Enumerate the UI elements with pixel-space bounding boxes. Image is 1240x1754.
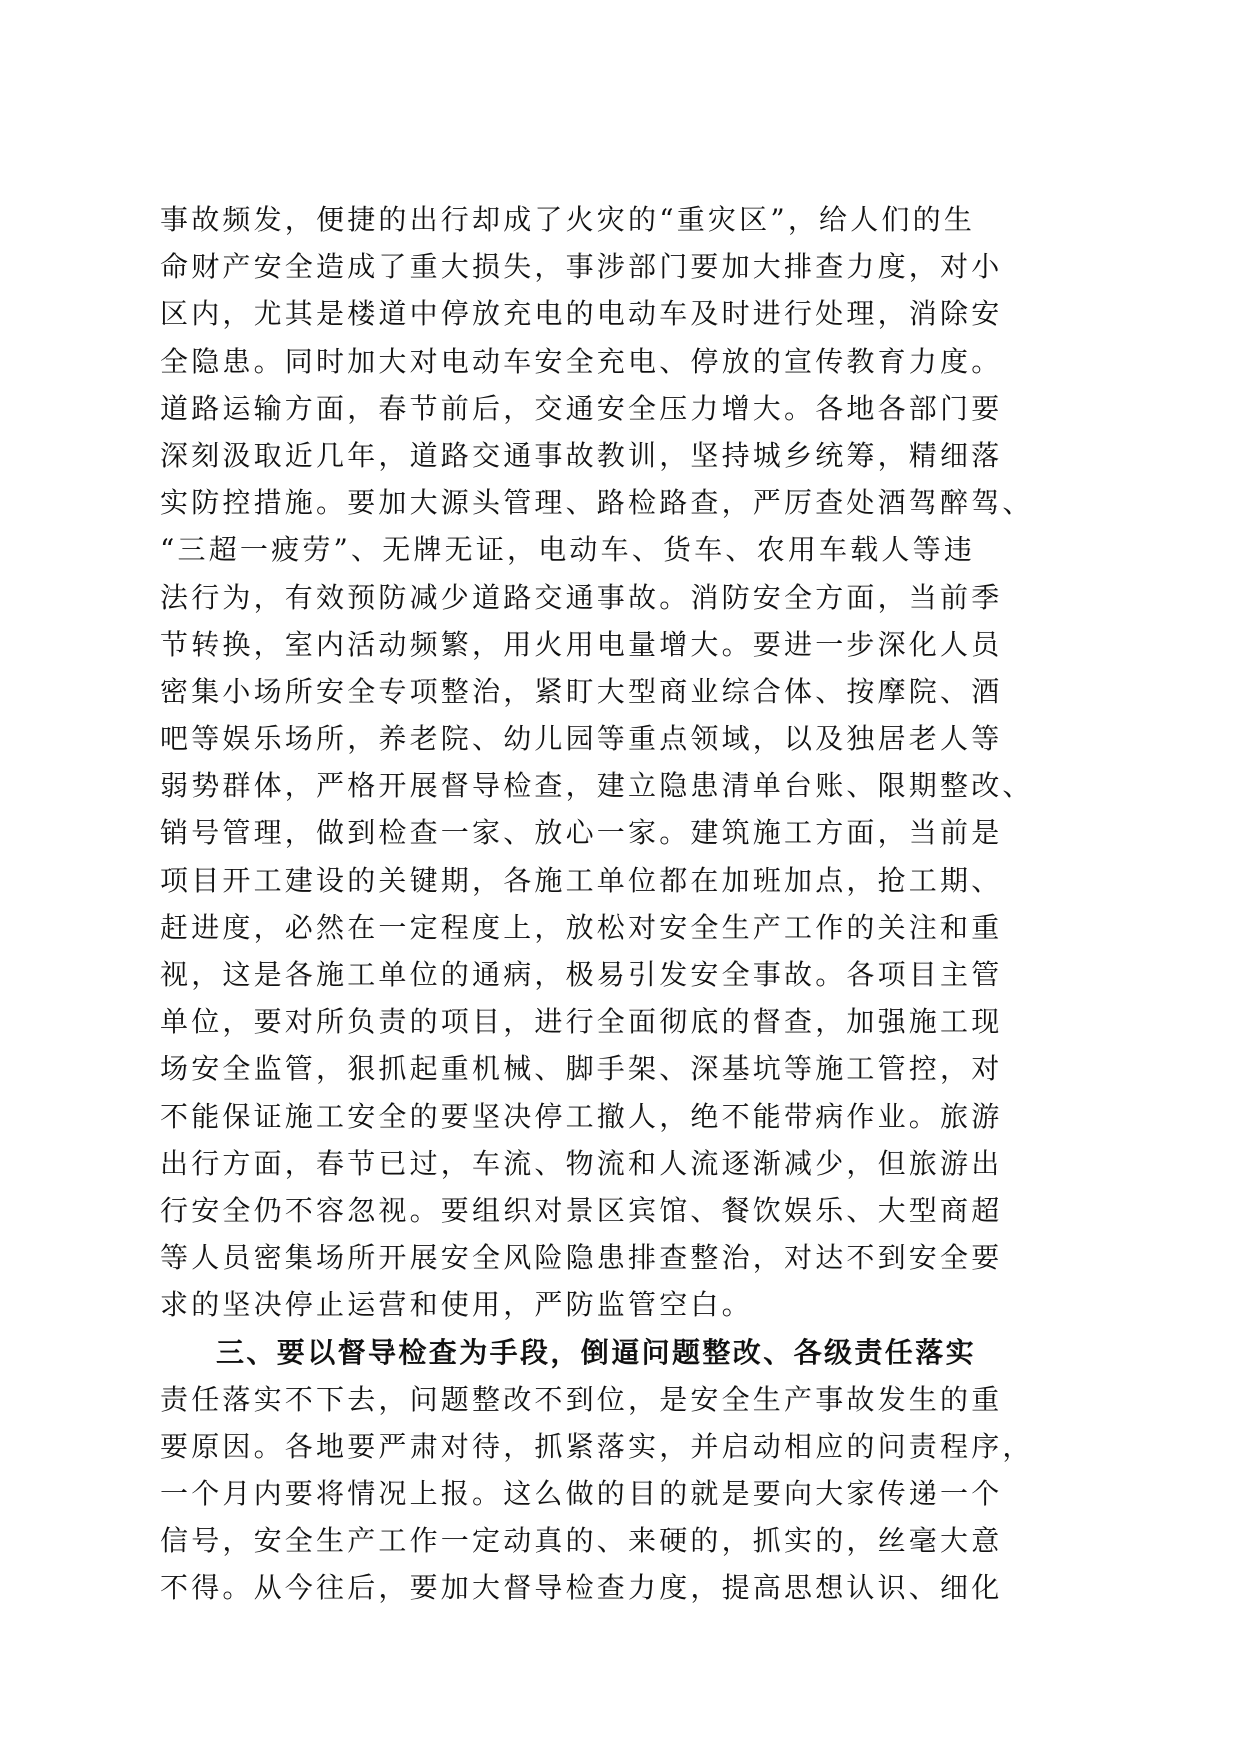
text-line: 实防控措施。要加大源头管理、路检路查，严厉查处酒驾醉驾、 <box>160 486 1034 520</box>
text-line: 视，这是各施工单位的通病，极易引发安全事故。各项目主管 <box>160 958 1003 991</box>
text-line: 行安全仍不容忽视。要组织对景区宾馆、餐饮娱乐、大型商超 <box>160 1193 1003 1227</box>
text-line: 信号，安全生产工作一定动真的、来硬的，抓实的，丝毫大意 <box>160 1524 1003 1558</box>
text-line: 等人员密集场所开展安全风险隐患排查整治，对达不到安全要 <box>160 1241 1003 1275</box>
text-line: 项目开工建设的关键期，各施工单位都在加班加点，抢工期、 <box>160 863 1003 897</box>
text-line: 全隐患。同时加大对电动车安全充电、停放的宣传教育力度。 <box>160 344 1003 378</box>
text-line: 法行为，有效预防减少道路交通事故。消防安全方面，当前季 <box>160 580 1003 614</box>
text-line: 销号管理，做到检查一家、放心一家。建筑施工方面，当前是 <box>160 816 1003 850</box>
text-line: 要原因。各地要严肃对待，抓紧落实，并启动相应的问责程序， <box>160 1429 1034 1463</box>
text-line: 责任落实不下去，问题整改不到位，是安全生产事故发生的重 <box>160 1382 1003 1416</box>
text-line: 吧等娱乐场所，养老院、幼儿园等重点领域，以及独居老人等 <box>160 722 1003 756</box>
text-line: 不得。从今往后，要加大督导检查力度，提高思想认识、细化 <box>160 1571 1003 1605</box>
text-line: 求的坚决停止运营和使用，严防监管空白。 <box>160 1288 753 1322</box>
text-line: 区内，尤其是楼道中停放充电的电动车及时进行处理，消除安 <box>160 297 1003 331</box>
text-line: 深刻汲取近几年，道路交通事故教训，坚持城乡统筹，精细落 <box>160 438 1003 472</box>
text-line: 赶进度，必然在一定程度上，放松对安全生产工作的关注和重 <box>160 910 1003 944</box>
text-line: “三超一疲劳”、无牌无证，电动车、货车、农用车载人等违 <box>160 533 976 567</box>
text-line: 密集小场所安全专项整治，紧盯大型商业综合体、按摩院、酒 <box>160 674 1003 708</box>
text-line: 场安全监管，狠抓起重机械、脚手架、深基坑等施工管控，对 <box>160 1052 1003 1086</box>
text-line: 道路运输方面，春节前后，交通安全压力增大。各地各部门要 <box>160 391 1003 425</box>
section-heading: 三、要以督导检查为手段，倒逼问题整改、各级责任落实 <box>216 1335 977 1369</box>
text-line: 单位，要对所负责的项目，进行全面彻底的督查，加强施工现 <box>160 1005 1003 1039</box>
text-line: 一个月内要将情况上报。这么做的目的就是要向大家传递一个 <box>160 1477 1003 1511</box>
text-line: 节转换，室内活动频繁，用火用电量增大。要进一步深化人员 <box>160 627 1003 661</box>
text-line: 出行方面，春节已过，车流、物流和人流逐渐减少，但旅游出 <box>160 1146 1003 1180</box>
text-line: 弱势群体，严格开展督导检查，建立隐患清单台账、限期整改、 <box>160 769 1034 803</box>
text-line: 事故频发，便捷的出行却成了火灾的“重灾区”，给人们的生 <box>160 203 976 236</box>
text-line: 不能保证施工安全的要坚决停工撤人，绝不能带病作业。旅游 <box>160 1099 1003 1133</box>
text-line: 命财产安全造成了重大损失，事涉部门要加大排查力度，对小 <box>160 250 1003 284</box>
document-body <box>160 196 1090 1612</box>
